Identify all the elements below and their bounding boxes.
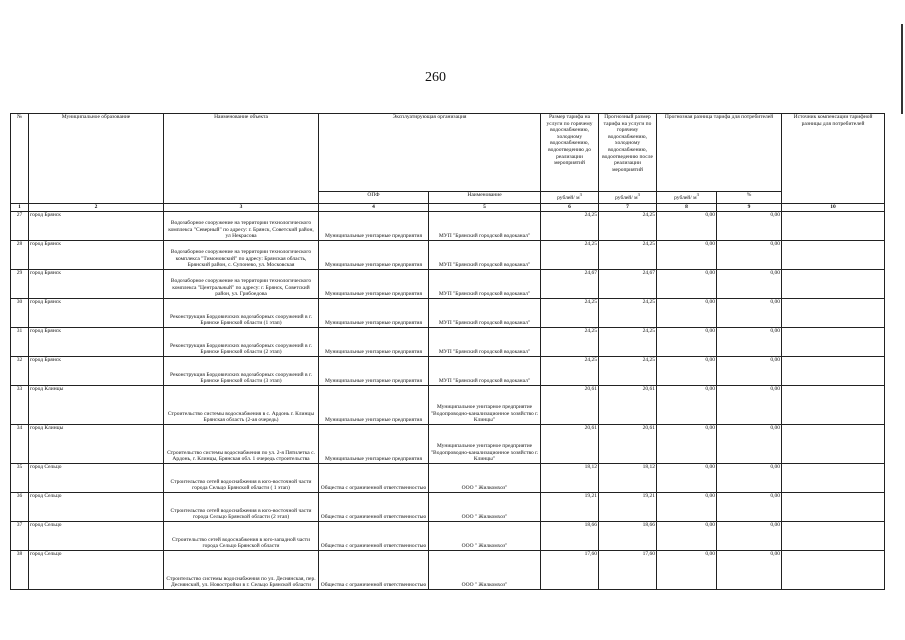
margin-rule [901, 24, 903, 114]
tariff-before-cell: 24,25 [541, 241, 599, 270]
column-index-cell: 4 [319, 204, 429, 212]
page-number: 260 [425, 70, 446, 85]
tariff-diff-rub-cell: 0,00 [657, 241, 717, 270]
object-name-cell: Реконструкция Бордовичских водозаборных сооружений в г. Брянске Брянской области (2 этап) [164, 328, 319, 357]
compensation-cell [782, 493, 885, 522]
object-name-cell: Водозаборное сооружение на территории технологического комплекса "Центральный" по адресу: г. Брянск, Советский район, ул. Грибоедова [164, 270, 319, 299]
tariff-diff-pct-cell: 0,00 [717, 212, 782, 241]
row-number: 32 [11, 357, 29, 386]
opf-cell: Общества с ограниченной ответственностью [319, 551, 429, 590]
organization-cell: МУП "Брянский городской водоканал" [429, 212, 541, 241]
tariff-after-cell: 17,60 [599, 551, 657, 590]
tariff-table [10, 113, 885, 590]
object-name-cell: Строительство системы водоснабжения по ул. Деснянская, пер. Деснянский, ул. Новостройки в г. Сельцо Брянской области [164, 551, 319, 590]
header-tariff-before: Размер тарифа на услуги по горячему водоснабжению, холодному водоснабжению, водоотведению до реализации мероприятий [541, 114, 599, 192]
header-unit-pct: % [717, 192, 782, 204]
tariff-before-cell: 24,25 [541, 328, 599, 357]
compensation-cell [782, 551, 885, 590]
tariff-after-cell: 24,67 [599, 270, 657, 299]
table-row [11, 212, 885, 241]
compensation-cell [782, 299, 885, 328]
tariff-diff-pct-cell: 0,00 [717, 270, 782, 299]
organization-cell: Муниципальное унитарное предприятие "Водопроводно-канализационное хозяйство г. Клинцы" [429, 425, 541, 464]
header-unit-before: рублей/ $м^3$ [541, 192, 599, 204]
compensation-cell [782, 212, 885, 241]
organization-cell: Муниципальное унитарное предприятие "Водопроводно-канализационное хозяйство г. Клинцы" [429, 386, 541, 425]
compensation-cell [782, 386, 885, 425]
column-index-cell: 6 [541, 204, 599, 212]
header-tariff-after: Прогнозный размер тарифа на услуги по горячему водоснабжению, холодному водоснабжению, водоотведению после реализации мероприятий [599, 114, 657, 192]
object-name-cell: Реконструкция Бордовичских водозаборных сооружений в г. Брянске Брянской области (1 этап) [164, 299, 319, 328]
column-index-cell: 5 [429, 204, 541, 212]
row-number: 36 [11, 493, 29, 522]
table-row [11, 522, 885, 551]
row-number: 35 [11, 464, 29, 493]
tariff-diff-pct-cell: 0,00 [717, 522, 782, 551]
header-operator: Эксплуатирующая организация [319, 114, 541, 192]
header-opf: ОПФ [319, 192, 429, 204]
organization-cell: МУП "Брянский городской водоканал" [429, 299, 541, 328]
tariff-diff-rub-cell: 0,00 [657, 328, 717, 357]
organization-cell: МУП "Брянский городской водоканал" [429, 328, 541, 357]
tariff-after-cell: 20,61 [599, 425, 657, 464]
compensation-cell [782, 241, 885, 270]
municipality-cell: город Клинцы [29, 425, 164, 464]
opf-cell: Муниципальные унитарные предприятия [319, 299, 429, 328]
tariff-after-cell: 18,12 [599, 464, 657, 493]
object-name-cell: Водозаборное сооружение на территории технологического комплекса "Тимоновский" по адресу: Брянская область, Брянский район, с. Супонево, ул. Московская [164, 241, 319, 270]
tariff-diff-pct-cell: 0,00 [717, 357, 782, 386]
tariff-diff-rub-cell: 0,00 [657, 299, 717, 328]
tariff-before-cell: 17,60 [541, 551, 599, 590]
tariff-diff-pct-cell: 0,00 [717, 386, 782, 425]
header-org-name: Наименование [429, 192, 541, 204]
row-number: 34 [11, 425, 29, 464]
object-name-cell: Реконструкция Бордовичских водозаборных сооружений в г. Брянске Брянской области (3 этап) [164, 357, 319, 386]
compensation-cell [782, 357, 885, 386]
object-name-cell: Строительство системы водоснабжения по ул. 2-я Пятилетка с. Ардонь, г. Клинцы, Брянская обл. 1 очередь строительства [164, 425, 319, 464]
opf-cell: Муниципальные унитарные предприятия [319, 212, 429, 241]
organization-cell: МУП "Брянский городской водоканал" [429, 270, 541, 299]
column-index-cell: 10 [782, 204, 885, 212]
object-name-cell: Строительство сетей водоснабжения в юго-восточной части города Сельцо Брянской области (2 этап) [164, 493, 319, 522]
header-object: Наименование объекта [164, 114, 319, 204]
table-row [11, 425, 885, 464]
header-tariff-diff: Прогнозная разница тарифа для потребителей [657, 114, 782, 192]
tariff-diff-rub-cell: 0,00 [657, 270, 717, 299]
tariff-diff-pct-cell: 0,00 [717, 299, 782, 328]
column-index-row [11, 204, 885, 212]
tariff-diff-pct-cell: 0,00 [717, 425, 782, 464]
table-row [11, 270, 885, 299]
tariff-after-cell: 18,66 [599, 522, 657, 551]
row-number: 37 [11, 522, 29, 551]
tariff-after-cell: 24,25 [599, 299, 657, 328]
column-index-cell: 8 [657, 204, 717, 212]
column-index-cell: 2 [29, 204, 164, 212]
tariff-diff-rub-cell: 0,00 [657, 522, 717, 551]
tariff-after-cell: 19,21 [599, 493, 657, 522]
tariff-diff-pct-cell: 0,00 [717, 551, 782, 590]
organization-cell: ООО " Жилкомхоз" [429, 464, 541, 493]
tariff-before-cell: 24,67 [541, 270, 599, 299]
tariff-diff-rub-cell: 0,00 [657, 551, 717, 590]
municipality-cell: город Сельцо [29, 551, 164, 590]
header-municipality: Муниципальное образование [29, 114, 164, 204]
column-index-cell: 9 [717, 204, 782, 212]
tariff-before-cell: 20,61 [541, 425, 599, 464]
table-row [11, 299, 885, 328]
object-name-cell: Водозаборное сооружение на территории технологического комплекса "Северный" по адресу: г. Брянск, Советский район, ул Некрасова [164, 212, 319, 241]
column-index-cell: 7 [599, 204, 657, 212]
municipality-cell: город Сельцо [29, 493, 164, 522]
opf-cell: Общества с ограниченной ответственностью [319, 464, 429, 493]
organization-cell: МУП "Брянский городской водоканал" [429, 357, 541, 386]
table-row [11, 386, 885, 425]
tariff-diff-pct-cell: 0,00 [717, 328, 782, 357]
tariff-before-cell: 18,12 [541, 464, 599, 493]
tariff-diff-pct-cell: 0,00 [717, 241, 782, 270]
compensation-cell [782, 328, 885, 357]
row-number: 38 [11, 551, 29, 590]
row-number: 33 [11, 386, 29, 425]
municipality-cell: город Брянск [29, 299, 164, 328]
table-row [11, 328, 885, 357]
tariff-before-cell: 24,25 [541, 212, 599, 241]
tariff-before-cell: 19,21 [541, 493, 599, 522]
tariff-before-cell: 24,25 [541, 357, 599, 386]
organization-cell: МУП "Брянский городской водоканал" [429, 241, 541, 270]
column-index-cell: 3 [164, 204, 319, 212]
tariff-after-cell: 24,25 [599, 241, 657, 270]
table-row [11, 357, 885, 386]
row-number: 28 [11, 241, 29, 270]
municipality-cell: город Клинцы [29, 386, 164, 425]
column-index-cell: 1 [11, 204, 29, 212]
tariff-after-cell: 24,25 [599, 212, 657, 241]
tariff-diff-pct-cell: 0,00 [717, 493, 782, 522]
table-row [11, 493, 885, 522]
tariff-after-cell: 24,25 [599, 357, 657, 386]
object-name-cell: Строительство сетей водоснабжения в юго-восточной части города Сельцо Брянской области ( 1 этап) [164, 464, 319, 493]
compensation-cell [782, 270, 885, 299]
tariff-diff-rub-cell: 0,00 [657, 464, 717, 493]
organization-cell: ООО " Жилкомхоз" [429, 493, 541, 522]
compensation-cell [782, 522, 885, 551]
row-number: 27 [11, 212, 29, 241]
municipality-cell: город Брянск [29, 212, 164, 241]
header-compensation: Источник компенсации тарифной разницы для потребителей [782, 114, 885, 204]
tariff-diff-rub-cell: 0,00 [657, 212, 717, 241]
row-number: 30 [11, 299, 29, 328]
row-number: 31 [11, 328, 29, 357]
municipality-cell: город Брянск [29, 328, 164, 357]
row-number: 29 [11, 270, 29, 299]
tariff-before-cell: 18,66 [541, 522, 599, 551]
compensation-cell [782, 425, 885, 464]
header-num: № [11, 114, 29, 204]
table-row [11, 551, 885, 590]
opf-cell: Муниципальные унитарные предприятия [319, 425, 429, 464]
compensation-cell [782, 464, 885, 493]
tariff-diff-pct-cell: 0,00 [717, 464, 782, 493]
opf-cell: Общества с ограниченной ответственностью [319, 493, 429, 522]
organization-cell: ООО " Жилкомхоз" [429, 551, 541, 590]
tariff-before-cell: 20,61 [541, 386, 599, 425]
municipality-cell: город Сельцо [29, 464, 164, 493]
opf-cell: Муниципальные унитарные предприятия [319, 357, 429, 386]
tariff-after-cell: 20,61 [599, 386, 657, 425]
municipality-cell: город Сельцо [29, 522, 164, 551]
tariff-diff-rub-cell: 0,00 [657, 425, 717, 464]
opf-cell: Муниципальные унитарные предприятия [319, 386, 429, 425]
organization-cell: ООО " Жилкомхоз" [429, 522, 541, 551]
opf-cell: Муниципальные унитарные предприятия [319, 328, 429, 357]
opf-cell: Муниципальные унитарные предприятия [319, 270, 429, 299]
opf-cell: Муниципальные унитарные предприятия [319, 241, 429, 270]
tariff-diff-rub-cell: 0,00 [657, 493, 717, 522]
object-name-cell: Строительство сетей водоснабжения в юго-западной части города Сельцо Брянской области [164, 522, 319, 551]
tariff-before-cell: 24,25 [541, 299, 599, 328]
table-row [11, 241, 885, 270]
tariff-diff-rub-cell: 0,00 [657, 386, 717, 425]
tariff-after-cell: 24,25 [599, 328, 657, 357]
municipality-cell: город Брянск [29, 270, 164, 299]
table-row [11, 464, 885, 493]
municipality-cell: город Брянск [29, 357, 164, 386]
tariff-diff-rub-cell: 0,00 [657, 357, 717, 386]
object-name-cell: Строительство системы водоснабжения в с. Ардонь г. Клинцы Брянская область (2-ая очередь) [164, 386, 319, 425]
opf-cell: Общества с ограниченной ответственностью [319, 522, 429, 551]
header-unit-after: рублей/ $м^3$ [599, 192, 657, 204]
municipality-cell: город Брянск [29, 241, 164, 270]
header-unit-diff: рублей/ $м^3$ [657, 192, 717, 204]
